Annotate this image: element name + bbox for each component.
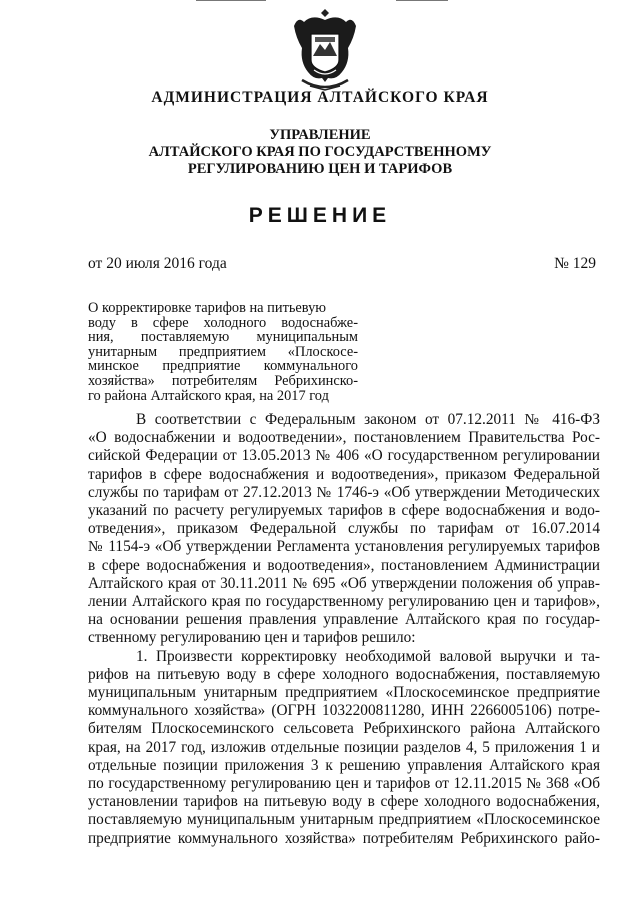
- subject-line: хозяйства» потребителям Ребрихинско-: [88, 372, 358, 389]
- body-line: тарифов в сфере водоснабжения и водоотведения», приказом Федеральной: [88, 465, 600, 483]
- body-line: коммунального хозяйства» (ОГРН 1032200811280, ИНН 2266005106) потре-: [88, 702, 600, 720]
- department-title-line: АЛТАЙСКОГО КРАЯ ПО ГОСУДАРСТВЕННОМУ: [148, 144, 492, 160]
- body-text: [88, 411, 600, 848]
- subject-line: унитарным предприятием «Плоскосе-: [88, 343, 358, 360]
- department-title-line: РЕГУЛИРОВАНИЮ ЦЕН И ТАРИФОВ: [187, 161, 453, 177]
- body-line: указаний по расчету регулируемых тарифов в сфере водоснабжения и водо-: [88, 502, 600, 520]
- subject-line: го района Алтайского края, на 2017 год: [88, 387, 329, 404]
- scan-mark: [196, 0, 266, 1]
- body-line: сийской Федерации от 13.05.2013 № 406 «О государственном регулировании: [88, 447, 600, 465]
- body-line: отдельные позиции приложения 3 к решению управления Алтайского края: [88, 756, 600, 774]
- body-line: «О водоснабжении и водоотведении», постановлением Правительства Рос-: [88, 429, 600, 447]
- scan-mark: [396, 0, 448, 1]
- body-line: Алтайского края от 30.11.2011 № 695 «Об утверждении положения об управ-: [88, 574, 600, 592]
- body-line: рифов на питьевую воду в сфере холодного водоснабжения, поставляемую: [88, 665, 600, 683]
- body-line: лении Алтайского края по государственному регулированию цен и тарифов»,: [88, 593, 600, 611]
- body-line: на основании решения правления управление Алтайского края по государ-: [88, 611, 600, 629]
- coat-of-arms-icon: [292, 8, 358, 92]
- document-type-title: РЕШЕНИЕ: [248, 204, 392, 227]
- subject-line: минское предприятие коммунального: [88, 358, 358, 375]
- document-date: от 20 июля 2016 года: [88, 255, 227, 272]
- body-line: края, на 2017 год, изложив отдельные позиции разделов 4, 5 приложения 1 и: [88, 738, 600, 756]
- subject-block: [88, 301, 358, 403]
- body-line: бителям Плоскосеминского сельсовета Ребрихинского района Алтайского: [88, 720, 600, 738]
- body-line: отведения», приказом Федеральной службы по тарифам от 16.07.2014: [88, 520, 600, 538]
- body-line: по государственному регулированию цен и тарифов от 12.11.2015 № 368 «Об: [88, 775, 600, 793]
- subject-line: О корректировке тарифов на питьевую: [88, 300, 327, 316]
- department-title: [0, 127, 640, 178]
- document-number: № 129: [554, 255, 596, 272]
- body-line: поставляемую муниципальным унитарным предприятием «Плоскосеминское: [88, 811, 600, 829]
- body-line: муниципальным унитарным предприятием «Плоскосеминское предприятие: [88, 684, 600, 702]
- body-line: в сфере водоснабжения и водоотведения», постановлением Администрации: [88, 556, 600, 574]
- body-line: службы по тарифам от 27.12.2013 № 1746-э «Об утверждении Методических: [88, 483, 600, 501]
- administration-title: АДМИНИСТРАЦИЯ АЛТАЙСКОГО КРАЯ: [151, 89, 489, 106]
- body-line: установлении тарифов на питьевую воду в сфере холодного водоснабжения,: [88, 793, 600, 811]
- body-line: 1. Произвести корректировку необходимой валовой выручки и та-: [136, 647, 600, 665]
- body-line: ственному регулированию цен и тарифов решило:: [88, 629, 416, 647]
- department-title-line: УПРАВЛЕНИЕ: [269, 127, 371, 143]
- body-line: предприятие коммунального хозяйства» потребителям Ребрихинского райо-: [88, 829, 600, 847]
- body-line: В соответствии с Федеральным законом от 07.12.2011 № 416-ФЗ: [136, 411, 600, 428]
- subject-line: воду в сфере холодного водоснабже-: [88, 314, 358, 331]
- body-line: № 1154-э «Об утверждении Регламента установления регулируемых тарифов: [88, 538, 600, 556]
- subject-line: ния, поставляемую муниципальным: [88, 329, 358, 346]
